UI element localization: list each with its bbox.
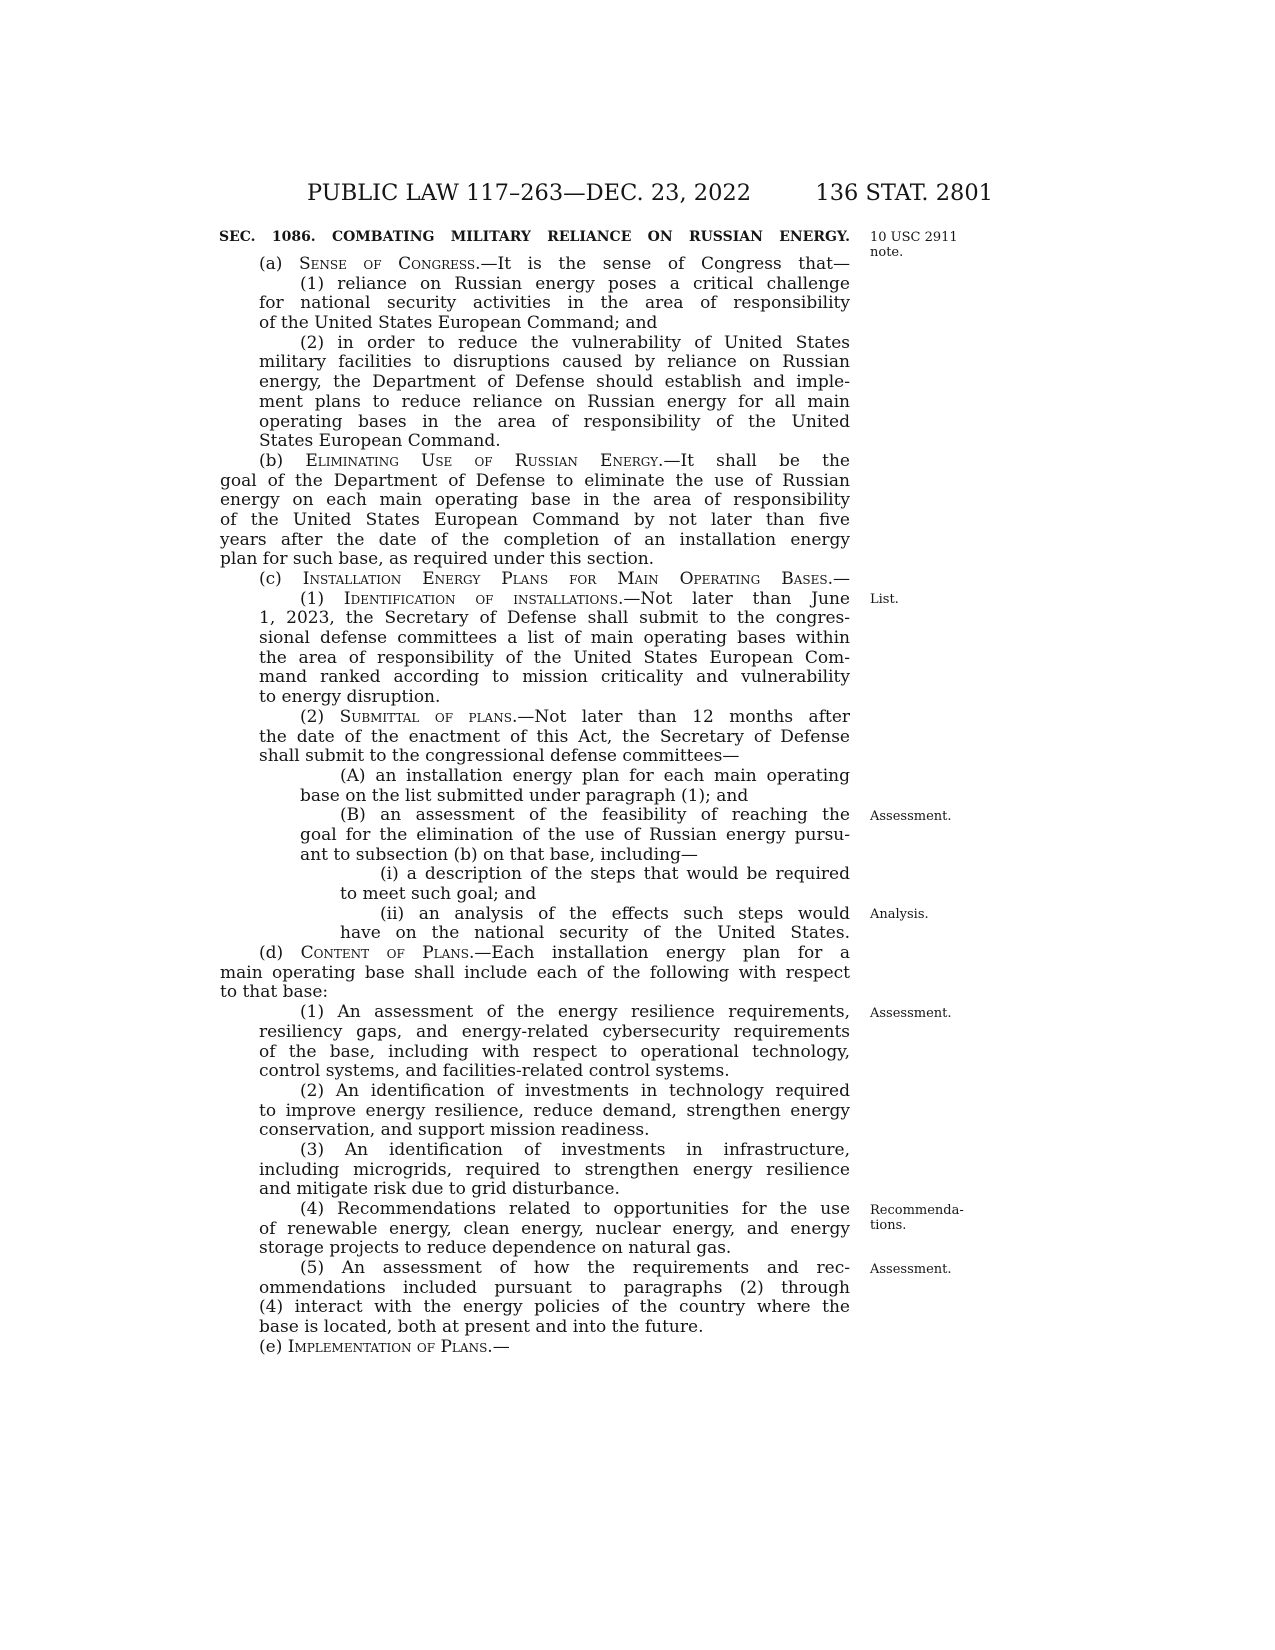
paragraph-label: (1) [300, 588, 344, 609]
recommendations-part2: tions. [870, 1218, 907, 1233]
subsection-a-line: operating bases in the area of responsibility of the United [259, 411, 850, 432]
subsection-b-heading-line [220, 452, 850, 472]
subsection-label: (d) [259, 943, 301, 964]
subsection-c-line: have on the national security of the United States. [340, 923, 850, 944]
paragraph-lead-text: .—Not later than June [618, 588, 850, 609]
subsection-lead-text: .—It is the sense of Congress that— [475, 254, 850, 274]
subsection-c-heading-line [220, 570, 850, 590]
running-head: PUBLIC LAW 117–263—DEC. 23, 2022 [307, 180, 752, 206]
subsection-title: Implementation of Plans [287, 1336, 488, 1357]
paragraph-c1-heading-line [220, 590, 850, 610]
subsection-b-line: energy on each main operating base in the area of responsibility [220, 490, 850, 511]
margin-note-assessment: Assessment. [870, 809, 952, 824]
subsection-a-line: of the United States European Command; and [259, 313, 658, 334]
subsection-d-line: to improve energy resilience, reduce demand, strengthen energy [259, 1100, 850, 1121]
subsection-a-heading-line [220, 255, 850, 275]
subsection-b-line: goal of the Department of Defense to eliminate the use of Russian [220, 470, 850, 491]
usc-note: note. [870, 245, 904, 260]
subsection-lead-text: .— [827, 569, 850, 589]
subsection-a-line: (2) in order to reduce the vulnerability of United States [300, 332, 850, 353]
subsection-d-line: to that base: [220, 982, 329, 1003]
paragraph-title: Submittal of plans [339, 706, 512, 727]
subsection-a-line: States European Command. [259, 431, 501, 452]
paragraph-c2-heading-line [220, 708, 850, 728]
subsection-d-line: (1) An assessment of the energy resilience requirements, [300, 1002, 850, 1023]
subsection-d-line: resiliency gaps, and energy-related cybersecurity requirements [259, 1021, 850, 1042]
subsection-label: (c) [259, 569, 303, 589]
subsection-c-line: (A) an installation energy plan for each main operating [340, 765, 850, 786]
subsection-label: (b) [259, 450, 306, 471]
subsection-d-line: storage projects to reduce dependence on natural gas. [259, 1238, 732, 1259]
subsection-b-line: plan for such base, as required under this section. [220, 549, 655, 570]
subsection-title: Installation Energy Plans for Main Operating Bases [302, 569, 828, 589]
margin-note-assessment: Assessment. [870, 1262, 952, 1277]
subsection-a-line: (1) reliance on Russian energy poses a critical challenge [300, 273, 850, 294]
subsection-d-line: control systems, and facilities-related control systems. [259, 1061, 730, 1082]
subsection-c-line: the area of responsibility of the United States European Com- [259, 647, 850, 668]
subsection-c-line: 1, 2023, the Secretary of Defense shall submit to the congres- [259, 608, 850, 629]
subsection-d-line: (3) An identification of investments in infrastructure, [300, 1139, 850, 1160]
margin-note-list: List. [870, 592, 899, 607]
subsection-d-line: (4) Recommendations related to opportunities for the use [300, 1199, 850, 1219]
section-1086-text [220, 255, 850, 1358]
recommendations-part1: Recommenda- [870, 1203, 964, 1218]
subsection-d-line: main operating base shall include each of the following with respect [220, 962, 850, 983]
subsection-d-line: (4) interact with the energy policies of the country where the [259, 1297, 850, 1318]
subsection-c-line: mand ranked according to mission criticality and vulnerability [259, 667, 850, 688]
subsection-c-line: sional defense committees a list of main operating bases within [259, 628, 850, 649]
subsection-e-heading-line [220, 1338, 850, 1358]
subsection-a-line: for national security activities in the area of responsibility [259, 293, 850, 314]
subsection-d-line: base is located, both at present and into the future. [259, 1317, 704, 1338]
subsection-c-line: ant to subsection (b) on that base, including— [300, 844, 698, 865]
subsection-c-line: to meet such goal; and [340, 884, 537, 904]
subsection-b-line: years after the date of the completion of an installation energy [220, 529, 850, 550]
subsection-c-line: (B) an assessment of the feasibility of reaching the [340, 805, 850, 826]
subsection-c-line: to energy disruption. [259, 687, 441, 708]
margin-note-usc [870, 230, 958, 260]
subsection-d-heading-line [220, 944, 850, 964]
subsection-a-line: military facilities to disruptions caused by reliance on Russian [259, 352, 850, 373]
section-heading: SEC. 1086. COMBATING MILITARY RELIANCE ON RUSSIAN ENERGY. [219, 229, 850, 245]
subsection-d-line: of renewable energy, clean energy, nuclear energy, and energy [259, 1218, 850, 1239]
subsection-d-line: including microgrids, required to strengthen energy resilience [259, 1159, 850, 1180]
subsection-c-line: base on the list submitted under paragraph (1); and [300, 785, 749, 806]
subsection-label: (e) [259, 1336, 288, 1357]
subsection-lead-text: .—Each installation energy plan for a [469, 943, 850, 964]
subsection-c-line: (i) a description of the steps that would be required [380, 864, 850, 885]
subsection-c-line: the date of the enactment of this Act, the Secretary of Defense [259, 726, 850, 747]
subsection-d-line: conservation, and support mission readiness. [259, 1120, 650, 1141]
subsection-c-line: goal for the elimination of the use of Russian energy pursu- [300, 824, 850, 845]
paragraph-label: (2) [300, 706, 340, 727]
subsection-d-line: ommendations included pursuant to paragraphs (2) through [259, 1277, 850, 1298]
subsection-b-line: of the United States European Command by not later than five [220, 509, 850, 530]
subsection-label: (a) [259, 254, 299, 274]
subsection-d-line: of the base, including with respect to operational technology, [259, 1041, 850, 1062]
paragraph-lead-text: .—Not later than 12 months after [511, 706, 851, 727]
usc-citation: 10 USC 2911 [870, 230, 958, 245]
subsection-c-line: shall submit to the congressional defense committees— [259, 746, 740, 767]
subsection-title: Sense of Congress [298, 254, 476, 274]
paragraph-title: Identification of installations [343, 588, 619, 609]
subsection-title: Eliminating Use of Russian Energy [305, 450, 659, 471]
margin-note-recommendations [870, 1203, 964, 1233]
subsection-lead-text: .— [487, 1336, 510, 1357]
subsection-d-line: and mitigate risk due to grid disturbance. [259, 1179, 620, 1200]
margin-note-analysis: Analysis. [870, 907, 929, 922]
statute-page-number: 136 STAT. 2801 [815, 180, 993, 206]
subsection-a-line: energy, the Department of Defense should establish and imple- [259, 372, 850, 393]
subsection-title: Content of Plans [300, 943, 470, 964]
subsection-a-line: ment plans to reduce reliance on Russian energy for all main [259, 391, 850, 412]
subsection-d-line: (5) An assessment of how the requirements and rec- [300, 1258, 850, 1279]
subsection-c-line: (ii) an analysis of the effects such steps would [380, 903, 850, 924]
margin-note-assessment: Assessment. [870, 1006, 952, 1021]
subsection-lead-text: .—It shall be the [658, 450, 850, 471]
subsection-d-line: (2) An identification of investments in technology required [300, 1080, 850, 1101]
